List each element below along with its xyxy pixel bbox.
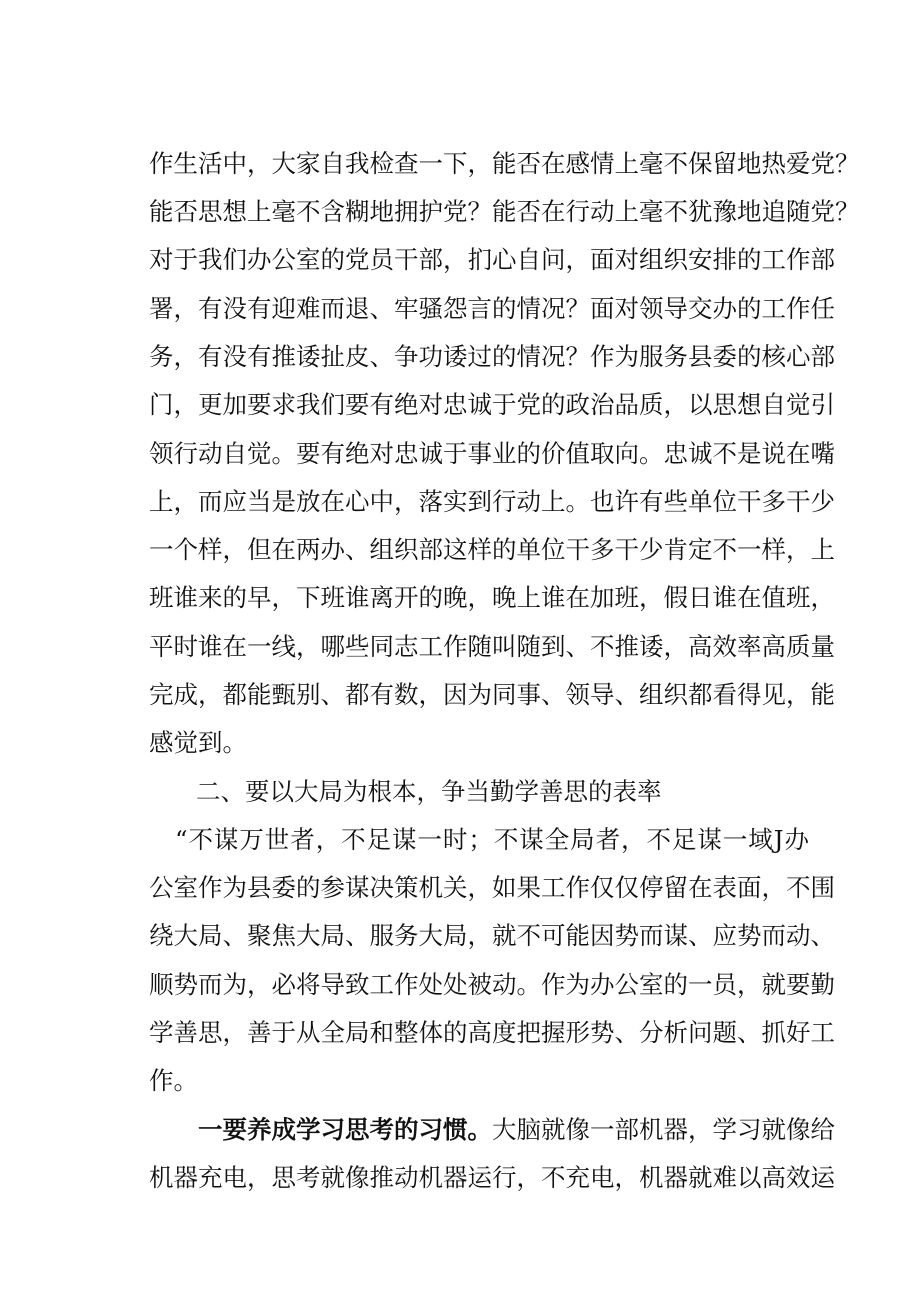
para1-line-1: 作生活中，大家自我检查一下，能否在感情上毫不保留地热爱党？ — [149, 149, 860, 178]
para1-line-2: 能否思想上毫不含糊地拥护党？能否在行动上毫不犹豫地追随党？ — [149, 197, 860, 226]
para2-line-5: 学善思，善于从全局和整体的高度把握形势、分析问题、抓好工 — [149, 1018, 835, 1047]
section-heading: 二、要以大局为根本，争当勤学善思的表率 — [196, 777, 662, 806]
para2-line-6: 作。 — [149, 1066, 198, 1095]
para3-line-1-rest: 大脑就像一部机器，学习就像给 — [492, 1115, 835, 1144]
para1-line-9: 一个样，但在两办、组织部这样的单位干多干少肯定不一样，上 — [149, 535, 835, 564]
para1-line-5: 务，有没有推诿扯皮、争功诿过的情况？作为服务县委的核心部 — [149, 342, 835, 371]
para3-line-2: 机器充电，思考就像推动机器运行，不充电，机器就难以高效运 — [149, 1163, 835, 1192]
para1-line-10: 班谁来的早，下班谁离开的晚，晚上谁在加班，假日谁在值班， — [149, 583, 835, 612]
para2-line-1: “不谋万世者，不足谋一时；不谋全局者，不足谋一域J办 — [175, 825, 809, 854]
para1-line-7: 领行动自觉。要有绝对忠诚于事业的价值取向。忠诚不是说在嘴 — [149, 439, 835, 468]
para1-line-11: 平时谁在一线，哪些同志工作随叫随到、不推诿，高效率高质量 — [149, 632, 835, 661]
para1-line-8: 上，而应当是放在心中，落实到行动上。也许有些单位干多干少 — [149, 487, 835, 516]
para1-line-13: 感觉到。 — [149, 728, 247, 757]
para2-line-3: 绕大局、聚焦大局、服务大局，就不可能因势而谋、应势而动、 — [149, 921, 835, 950]
para1-line-3: 对于我们办公室的党员干部，扪心自问，面对组织安排的工作部 — [149, 245, 835, 274]
para2-line-2: 公室作为县委的参谋决策机关，如果工作仅仅停留在表面，不围 — [149, 873, 835, 902]
para3-bold-lead: 一要养成学习思考的习惯。 — [198, 1115, 492, 1144]
para1-line-4: 署，有没有迎难而退、牢骚怨言的情况？面对领导交办的工作任 — [149, 294, 835, 323]
para1-line-12: 完成，都能甄别、都有数，因为同事、领导、组织都看得见，能 — [149, 680, 835, 709]
para3-line-1 — [198, 1108, 835, 1152]
para1-line-6: 门，更加要求我们要有绝对忠诚于党的政治品质，以思想自觉引 — [149, 390, 835, 419]
para2-line-4: 顺势而为，必将导致工作处处被动。作为办公室的一员，就要勤 — [149, 970, 835, 999]
